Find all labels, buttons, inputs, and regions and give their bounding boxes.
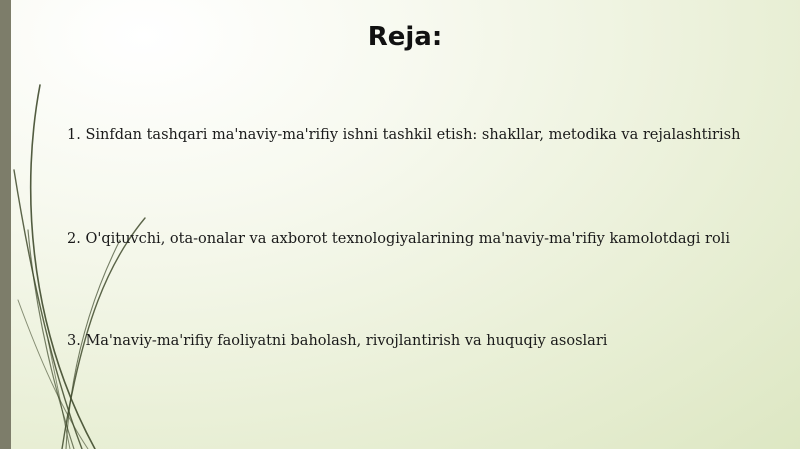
slide-title: Reja:	[367, 22, 443, 52]
plan-item-1: 1. Sinfdan tashqari ma'naviy-ma'rifiy ishni tashkil etish: shakllar, metodika va rejalashtirish	[67, 127, 741, 143]
plan-item-2: 2. O'qituvchi, ota-onalar va axborot texnologiyalarining ma'naviy-ma'rifiy kamolotdagi roli	[67, 231, 730, 247]
plan-item-3: 3. Ma'naviy-ma'rifiy faoliyatni baholash, rivojlantirish va huquqiy asoslari	[67, 333, 608, 349]
